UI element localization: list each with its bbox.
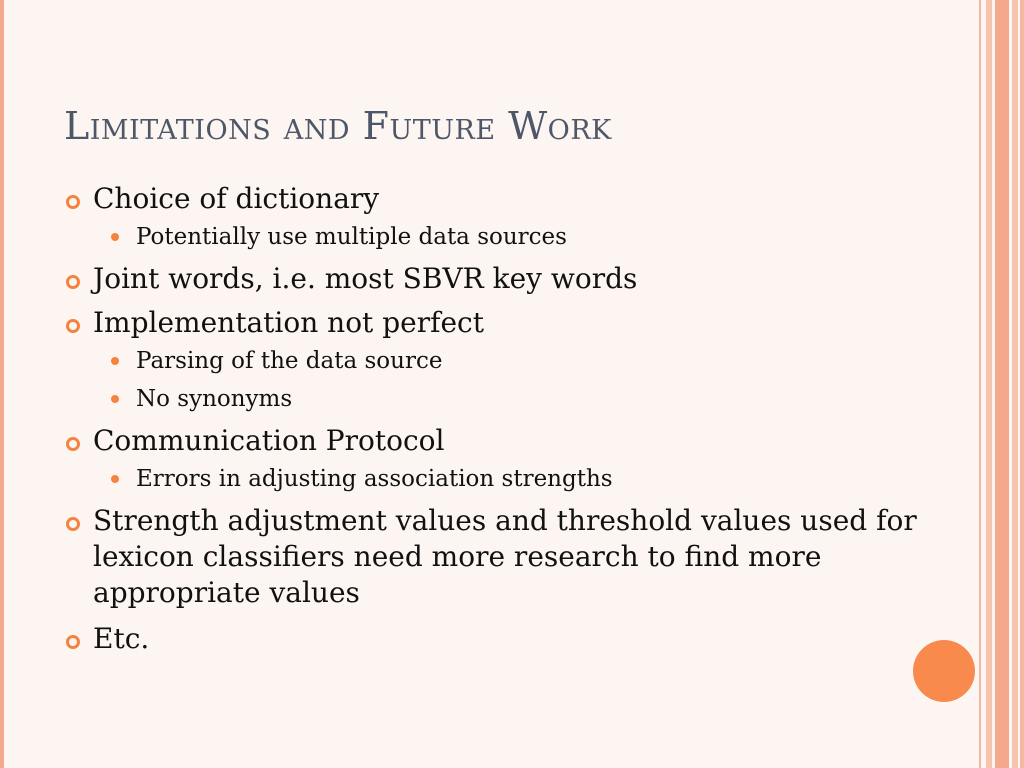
slide-title: Limitations and Future Work xyxy=(64,104,612,148)
bullet-text: Implementation not perfect xyxy=(93,306,484,339)
dot-bullet-icon xyxy=(111,475,119,483)
sub-bullet-item xyxy=(64,347,944,375)
decorative-stripe xyxy=(1020,0,1024,768)
decorative-stripe xyxy=(995,0,1009,768)
bullet-text: Joint words, i.e. most SBVR key words xyxy=(93,262,638,295)
bullet-item xyxy=(64,423,944,459)
ring-bullet-icon xyxy=(66,195,80,209)
left-border xyxy=(0,0,4,768)
bullet-item xyxy=(64,181,944,217)
sub-bullet-item xyxy=(64,385,944,413)
sub-bullet-text: Potentially use multiple data sources xyxy=(136,224,567,250)
ring-bullet-icon xyxy=(66,437,80,451)
decorative-stripe xyxy=(1012,0,1018,768)
decorative-stripe xyxy=(979,0,981,768)
ring-bullet-icon xyxy=(66,635,80,649)
sub-bullet-text: Parsing of the data source xyxy=(136,348,443,374)
ring-bullet-icon xyxy=(66,517,80,531)
bullet-text: Choice of dictionary xyxy=(93,182,380,215)
dot-bullet-icon xyxy=(111,395,119,403)
ring-bullet-icon xyxy=(66,275,80,289)
bullet-text: Etc. xyxy=(93,622,150,655)
sub-bullet-item xyxy=(64,223,944,251)
dot-bullet-icon xyxy=(111,357,119,365)
bullet-item xyxy=(64,305,944,341)
dot-bullet-icon xyxy=(111,233,119,241)
ring-bullet-icon xyxy=(66,319,80,333)
bullet-text: Communication Protocol xyxy=(93,424,445,457)
bullet-text: Strength adjustment values and threshold values used for lexicon classifiers need more research to find more appropriate values xyxy=(93,504,917,609)
sub-bullet-item xyxy=(64,465,944,493)
bullet-item xyxy=(64,621,944,657)
bullet-list xyxy=(64,181,944,657)
sub-bullet-text: No synonyms xyxy=(136,386,293,412)
sub-bullet-text: Errors in adjusting association strengths xyxy=(136,466,613,492)
bullet-item xyxy=(64,261,944,297)
decorative-stripe xyxy=(986,0,992,768)
bullet-item xyxy=(64,503,944,611)
